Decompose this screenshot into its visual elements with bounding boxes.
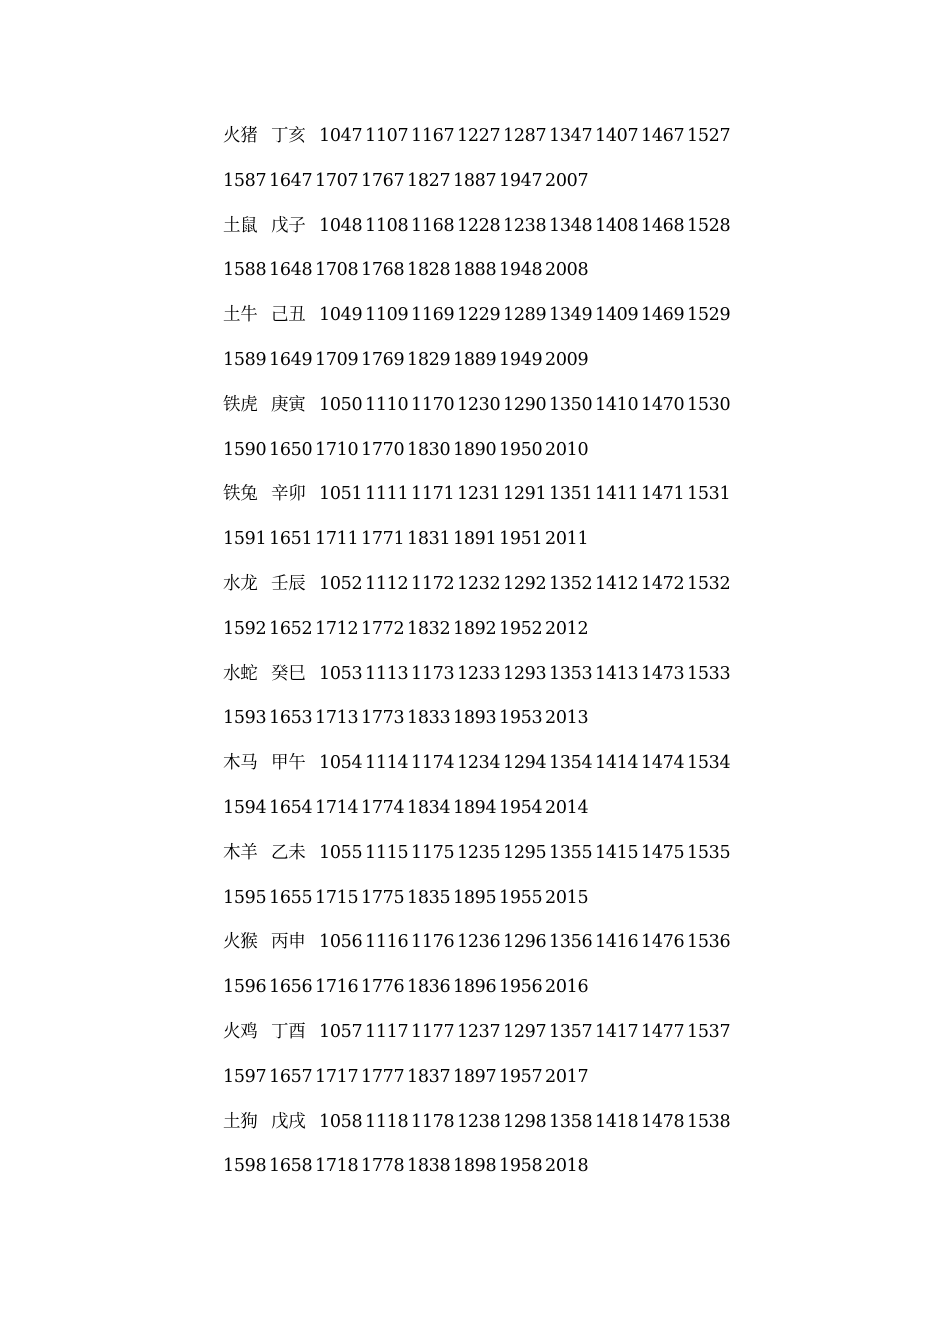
year-value: 1349 bbox=[549, 305, 593, 326]
element-animal-label: 水龙 bbox=[223, 573, 258, 594]
element-animal-label: 木马 bbox=[223, 753, 258, 774]
year-value: 2010 bbox=[545, 439, 589, 460]
year-value: 1169 bbox=[411, 305, 455, 326]
year-value: 1471 bbox=[641, 484, 685, 505]
year-value: 1293 bbox=[503, 663, 547, 684]
year-value: 1296 bbox=[503, 932, 547, 953]
year-value: 1712 bbox=[315, 618, 359, 639]
entry-line-continuation bbox=[223, 163, 743, 208]
year-value: 1652 bbox=[269, 618, 313, 639]
year-value: 1830 bbox=[407, 439, 451, 460]
year-value: 2018 bbox=[545, 1156, 589, 1177]
year-value: 1353 bbox=[549, 663, 593, 684]
year-value: 1290 bbox=[503, 394, 547, 415]
year-value: 1774 bbox=[361, 797, 405, 818]
element-animal-label: 火猪 bbox=[223, 126, 258, 146]
entry-line-primary bbox=[223, 476, 743, 521]
year-value: 1838 bbox=[407, 1156, 451, 1177]
year-value: 1715 bbox=[315, 887, 359, 908]
year-value: 1837 bbox=[407, 1066, 451, 1087]
year-value: 1711 bbox=[315, 529, 359, 550]
year-value: 1408 bbox=[595, 215, 639, 236]
year-value: 1232 bbox=[457, 573, 501, 594]
year-value: 1529 bbox=[687, 305, 731, 326]
year-value: 1591 bbox=[223, 529, 267, 550]
year-value: 1897 bbox=[453, 1066, 497, 1087]
year-value: 1407 bbox=[595, 126, 639, 146]
year-value: 1238 bbox=[457, 1111, 501, 1132]
element-animal-label: 水蛇 bbox=[223, 663, 258, 684]
year-value: 1233 bbox=[457, 663, 501, 684]
year-value: 1954 bbox=[499, 797, 543, 818]
year-value: 1168 bbox=[411, 215, 455, 236]
year-value: 1534 bbox=[687, 753, 731, 774]
year-value: 2011 bbox=[545, 529, 589, 550]
year-value: 1654 bbox=[269, 797, 313, 818]
stem-branch-label: 癸巳 bbox=[271, 663, 306, 684]
entry-line-continuation bbox=[223, 880, 743, 925]
year-value: 1947 bbox=[499, 170, 543, 191]
entry-line-continuation bbox=[223, 790, 743, 835]
year-value: 1173 bbox=[411, 663, 455, 684]
year-value: 1228 bbox=[457, 215, 501, 236]
year-value: 1175 bbox=[411, 842, 455, 863]
year-value: 1350 bbox=[549, 394, 593, 415]
year-value: 1835 bbox=[407, 887, 451, 908]
year-value: 1356 bbox=[549, 932, 593, 953]
year-value: 1348 bbox=[549, 215, 593, 236]
year-value: 1238 bbox=[503, 215, 547, 236]
year-value: 1768 bbox=[361, 260, 405, 281]
stem-branch-label: 戊戌 bbox=[271, 1111, 306, 1132]
year-value: 2008 bbox=[545, 260, 589, 281]
year-value: 1898 bbox=[453, 1156, 497, 1177]
year-value: 1108 bbox=[365, 215, 409, 236]
year-value: 1230 bbox=[457, 394, 501, 415]
year-value: 1777 bbox=[361, 1066, 405, 1087]
entry-line-continuation bbox=[223, 1148, 743, 1193]
year-value: 2016 bbox=[545, 977, 589, 998]
year-value: 2014 bbox=[545, 797, 589, 818]
year-value: 1650 bbox=[269, 439, 313, 460]
year-value: 1111 bbox=[365, 484, 409, 505]
year-value: 2017 bbox=[545, 1066, 589, 1087]
entry-line-continuation bbox=[223, 611, 743, 656]
year-value: 1708 bbox=[315, 260, 359, 281]
year-value: 1229 bbox=[457, 305, 501, 326]
year-value: 1655 bbox=[269, 887, 313, 908]
year-value: 1109 bbox=[365, 305, 409, 326]
year-value: 1055 bbox=[319, 842, 363, 863]
year-value: 1172 bbox=[411, 573, 455, 594]
year-value: 1656 bbox=[269, 977, 313, 998]
year-value: 1237 bbox=[457, 1021, 501, 1042]
year-value: 1117 bbox=[365, 1021, 409, 1042]
year-value: 1952 bbox=[499, 618, 543, 639]
year-value: 1713 bbox=[315, 708, 359, 729]
year-value: 1416 bbox=[595, 932, 639, 953]
year-value: 1472 bbox=[641, 573, 685, 594]
year-value: 1291 bbox=[503, 484, 547, 505]
year-value: 1477 bbox=[641, 1021, 685, 1042]
entry-line-primary bbox=[223, 297, 743, 342]
year-table bbox=[223, 118, 743, 1193]
entry-line-continuation bbox=[223, 521, 743, 566]
element-animal-label: 铁兔 bbox=[223, 484, 258, 505]
year-value: 1716 bbox=[315, 977, 359, 998]
year-value: 1052 bbox=[319, 573, 363, 594]
year-value: 1236 bbox=[457, 932, 501, 953]
year-value: 1110 bbox=[365, 394, 409, 415]
stem-branch-label: 丁亥 bbox=[271, 126, 306, 146]
year-value: 1895 bbox=[453, 887, 497, 908]
stem-branch-label: 甲午 bbox=[271, 753, 306, 774]
year-value: 1717 bbox=[315, 1066, 359, 1087]
year-value: 1893 bbox=[453, 708, 497, 729]
year-value: 1178 bbox=[411, 1111, 455, 1132]
year-value: 1476 bbox=[641, 932, 685, 953]
stem-branch-label: 辛卯 bbox=[271, 484, 306, 505]
year-value: 1771 bbox=[361, 529, 405, 550]
entry-line-primary bbox=[223, 656, 743, 701]
year-value: 1358 bbox=[549, 1111, 593, 1132]
element-animal-label: 火鸡 bbox=[223, 1021, 258, 1042]
year-value: 1593 bbox=[223, 708, 267, 729]
year-value: 1828 bbox=[407, 260, 451, 281]
year-value: 1590 bbox=[223, 439, 267, 460]
year-value: 1048 bbox=[319, 215, 363, 236]
year-value: 1594 bbox=[223, 797, 267, 818]
year-value: 1955 bbox=[499, 887, 543, 908]
year-value: 1891 bbox=[453, 529, 497, 550]
year-value: 1588 bbox=[223, 260, 267, 281]
year-value: 1355 bbox=[549, 842, 593, 863]
year-value: 1054 bbox=[319, 753, 363, 774]
year-value: 1537 bbox=[687, 1021, 731, 1042]
year-value: 1115 bbox=[365, 842, 409, 863]
year-value: 1295 bbox=[503, 842, 547, 863]
year-value: 1714 bbox=[315, 797, 359, 818]
entry-line-primary bbox=[223, 566, 743, 611]
year-value: 1294 bbox=[503, 753, 547, 774]
year-value: 1887 bbox=[453, 170, 497, 191]
year-value: 1234 bbox=[457, 753, 501, 774]
year-value: 1107 bbox=[365, 126, 409, 146]
stem-branch-label: 乙未 bbox=[271, 842, 306, 863]
year-value: 1953 bbox=[499, 708, 543, 729]
year-value: 1357 bbox=[549, 1021, 593, 1042]
year-value: 1298 bbox=[503, 1111, 547, 1132]
year-value: 1231 bbox=[457, 484, 501, 505]
year-value: 1418 bbox=[595, 1111, 639, 1132]
year-value: 1889 bbox=[453, 349, 497, 370]
year-value: 1769 bbox=[361, 349, 405, 370]
year-value: 1174 bbox=[411, 753, 455, 774]
entry-line-primary bbox=[223, 835, 743, 880]
year-value: 1056 bbox=[319, 932, 363, 953]
year-value: 1287 bbox=[503, 126, 547, 146]
year-value: 1289 bbox=[503, 305, 547, 326]
year-value: 1597 bbox=[223, 1066, 267, 1087]
stem-branch-label: 戊子 bbox=[271, 215, 306, 236]
stem-branch-label: 己丑 bbox=[271, 305, 306, 326]
entry-line-continuation bbox=[223, 700, 743, 745]
element-animal-label: 土牛 bbox=[223, 305, 258, 326]
year-value: 1707 bbox=[315, 170, 359, 191]
stem-branch-label: 丁酉 bbox=[271, 1021, 306, 1042]
element-animal-label: 铁虎 bbox=[223, 394, 258, 415]
stem-branch-label: 丙申 bbox=[271, 932, 306, 953]
year-value: 1112 bbox=[365, 573, 409, 594]
year-value: 1053 bbox=[319, 663, 363, 684]
year-value: 1531 bbox=[687, 484, 731, 505]
year-value: 1297 bbox=[503, 1021, 547, 1042]
year-value: 1535 bbox=[687, 842, 731, 863]
year-value: 1949 bbox=[499, 349, 543, 370]
year-value: 1596 bbox=[223, 977, 267, 998]
element-animal-label: 火猴 bbox=[223, 932, 258, 953]
year-value: 1167 bbox=[411, 126, 455, 146]
year-value: 1410 bbox=[595, 394, 639, 415]
year-value: 1347 bbox=[549, 126, 593, 146]
year-value: 1649 bbox=[269, 349, 313, 370]
year-value: 2009 bbox=[545, 349, 589, 370]
year-value: 1475 bbox=[641, 842, 685, 863]
year-value: 1894 bbox=[453, 797, 497, 818]
year-value: 1948 bbox=[499, 260, 543, 281]
year-value: 2007 bbox=[545, 170, 589, 191]
year-value: 1648 bbox=[269, 260, 313, 281]
year-value: 1598 bbox=[223, 1156, 267, 1177]
year-value: 1050 bbox=[319, 394, 363, 415]
year-value: 1892 bbox=[453, 618, 497, 639]
year-value: 1413 bbox=[595, 663, 639, 684]
year-value: 1833 bbox=[407, 708, 451, 729]
year-value: 1176 bbox=[411, 932, 455, 953]
year-value: 1114 bbox=[365, 753, 409, 774]
year-value: 1718 bbox=[315, 1156, 359, 1177]
year-value: 1647 bbox=[269, 170, 313, 191]
year-value: 1058 bbox=[319, 1111, 363, 1132]
year-value: 1177 bbox=[411, 1021, 455, 1042]
entry-line-primary bbox=[223, 1104, 743, 1149]
year-value: 1118 bbox=[365, 1111, 409, 1132]
year-value: 1417 bbox=[595, 1021, 639, 1042]
year-value: 1469 bbox=[641, 305, 685, 326]
year-value: 1657 bbox=[269, 1066, 313, 1087]
year-value: 1595 bbox=[223, 887, 267, 908]
year-value: 1658 bbox=[269, 1156, 313, 1177]
year-value: 1951 bbox=[499, 529, 543, 550]
year-value: 1474 bbox=[641, 753, 685, 774]
year-value: 2013 bbox=[545, 708, 589, 729]
year-value: 1533 bbox=[687, 663, 731, 684]
stem-branch-label: 壬辰 bbox=[271, 573, 306, 594]
year-value: 1478 bbox=[641, 1111, 685, 1132]
year-value: 1411 bbox=[595, 484, 639, 505]
year-value: 1170 bbox=[411, 394, 455, 415]
entry-line-primary bbox=[223, 118, 743, 163]
year-value: 1354 bbox=[549, 753, 593, 774]
year-value: 1958 bbox=[499, 1156, 543, 1177]
year-value: 1653 bbox=[269, 708, 313, 729]
year-value: 1776 bbox=[361, 977, 405, 998]
year-value: 2012 bbox=[545, 618, 589, 639]
entry-line-continuation bbox=[223, 342, 743, 387]
year-value: 2015 bbox=[545, 887, 589, 908]
entry-line-primary bbox=[223, 208, 743, 253]
year-value: 1589 bbox=[223, 349, 267, 370]
year-value: 1467 bbox=[641, 126, 685, 146]
year-value: 1171 bbox=[411, 484, 455, 505]
year-value: 1057 bbox=[319, 1021, 363, 1042]
year-value: 1292 bbox=[503, 573, 547, 594]
entry-line-continuation bbox=[223, 969, 743, 1014]
year-value: 1827 bbox=[407, 170, 451, 191]
year-value: 1113 bbox=[365, 663, 409, 684]
year-value: 1832 bbox=[407, 618, 451, 639]
year-value: 1468 bbox=[641, 215, 685, 236]
element-animal-label: 土鼠 bbox=[223, 215, 258, 236]
year-value: 1770 bbox=[361, 439, 405, 460]
year-value: 1414 bbox=[595, 753, 639, 774]
year-value: 1409 bbox=[595, 305, 639, 326]
entry-line-primary bbox=[223, 1014, 743, 1059]
year-value: 1532 bbox=[687, 573, 731, 594]
year-value: 1227 bbox=[457, 126, 501, 146]
year-value: 1051 bbox=[319, 484, 363, 505]
entry-line-continuation bbox=[223, 432, 743, 477]
year-value: 1527 bbox=[687, 126, 731, 146]
year-value: 1778 bbox=[361, 1156, 405, 1177]
year-value: 1772 bbox=[361, 618, 405, 639]
year-value: 1710 bbox=[315, 439, 359, 460]
year-value: 1950 bbox=[499, 439, 543, 460]
entry-line-primary bbox=[223, 745, 743, 790]
year-value: 1836 bbox=[407, 977, 451, 998]
year-value: 1957 bbox=[499, 1066, 543, 1087]
year-value: 1709 bbox=[315, 349, 359, 370]
entry-line-continuation bbox=[223, 252, 743, 297]
year-value: 1235 bbox=[457, 842, 501, 863]
year-value: 1896 bbox=[453, 977, 497, 998]
stem-branch-label: 庚寅 bbox=[271, 394, 306, 415]
year-value: 1530 bbox=[687, 394, 731, 415]
year-value: 1415 bbox=[595, 842, 639, 863]
year-value: 1351 bbox=[549, 484, 593, 505]
element-animal-label: 土狗 bbox=[223, 1111, 258, 1132]
year-value: 1412 bbox=[595, 573, 639, 594]
year-value: 1592 bbox=[223, 618, 267, 639]
year-value: 1829 bbox=[407, 349, 451, 370]
year-value: 1116 bbox=[365, 932, 409, 953]
year-value: 1470 bbox=[641, 394, 685, 415]
year-value: 1888 bbox=[453, 260, 497, 281]
year-value: 1536 bbox=[687, 932, 731, 953]
year-value: 1773 bbox=[361, 708, 405, 729]
year-value: 1834 bbox=[407, 797, 451, 818]
year-value: 1352 bbox=[549, 573, 593, 594]
entry-line-primary bbox=[223, 924, 743, 969]
year-value: 1831 bbox=[407, 529, 451, 550]
entry-line-continuation bbox=[223, 1059, 743, 1104]
year-value: 1047 bbox=[319, 126, 363, 146]
year-value: 1587 bbox=[223, 170, 267, 191]
entry-line-primary bbox=[223, 387, 743, 432]
year-value: 1775 bbox=[361, 887, 405, 908]
year-value: 1528 bbox=[687, 215, 731, 236]
year-value: 1473 bbox=[641, 663, 685, 684]
year-value: 1651 bbox=[269, 529, 313, 550]
element-animal-label: 木羊 bbox=[223, 842, 258, 863]
year-value: 1890 bbox=[453, 439, 497, 460]
year-value: 1538 bbox=[687, 1111, 731, 1132]
year-value: 1049 bbox=[319, 305, 363, 326]
year-value: 1956 bbox=[499, 977, 543, 998]
year-value: 1767 bbox=[361, 170, 405, 191]
